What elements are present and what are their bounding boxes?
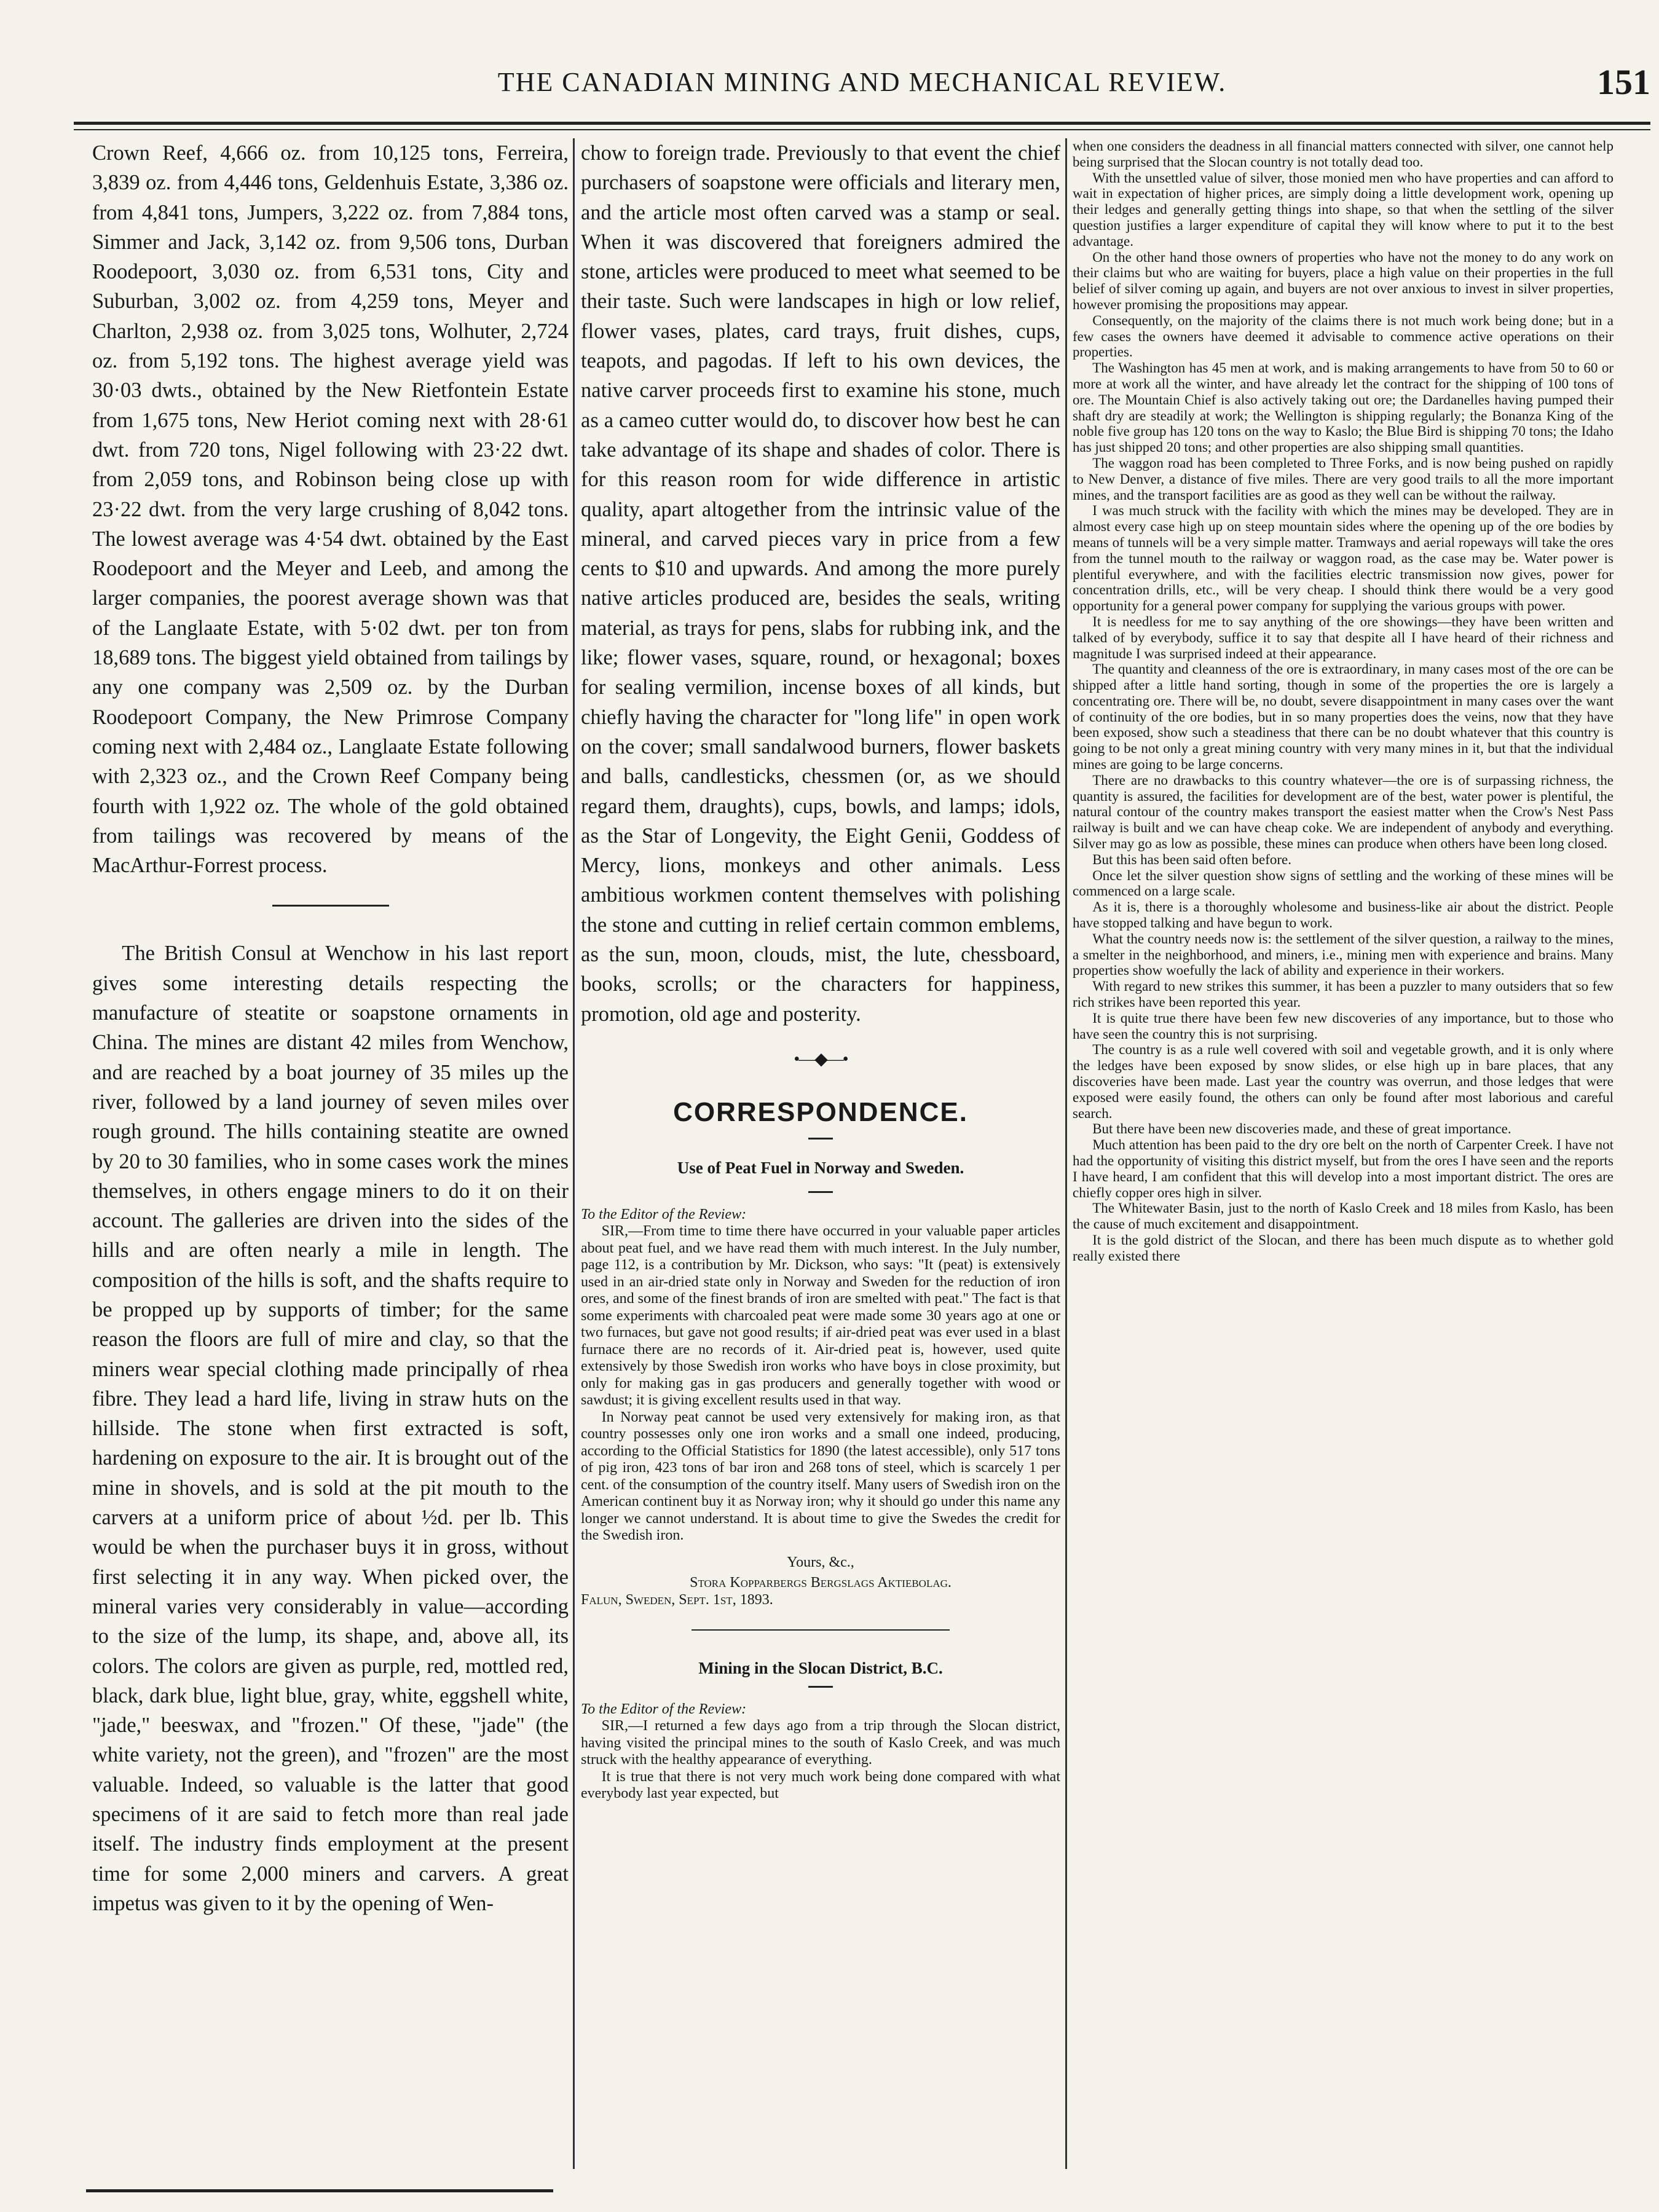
paragraph: The Whitewater Basin, just to the north of Kaslo Creek and 18 miles from Kaslo, has been the cause of much excitement and disappointment. — [1073, 1200, 1614, 1232]
bottom-rule — [86, 2189, 553, 2192]
heading-rule — [808, 1138, 833, 1139]
letter-paragraph: In Norway peat cannot be used very extensively for making iron, as that country possesses only one iron works and a small one indeed, producing, according to the Official Statistics for 1890 (the latest accessible), only 517 tons of pig iron, 423 tons of bar iron and 268 tons of steel, which is scarcely 1 per cent. of the consumption of the country itself. Many users of Swedish iron on the American continent buy it as Norway iron; why it should go under this name any longer we cannot understand. It is about time to give the Swedes the credit for the Swedish iron. — [581, 1409, 1060, 1544]
editor-salutation: To the Editor of the Review: — [581, 1206, 747, 1222]
paragraph: I was much struck with the facility with which the mines may be developed. They are in almost every case high up on steep mountain sides where the opening up of the ore bodies by means of tunnels will be a very simple matter. Tramways and aerial ropeways will take the ores from the tunnel mouth to the railway or waggon road, as the case may be. Water power is plentiful everywhere, and with the facilities electric transmission now gives, power for concentration drills, etc., will be very cheap. I should think there would be a very good opportunity for a general power company for supplying the various groups with power. — [1073, 503, 1614, 614]
paragraph-gold-yields: Crown Reef, 4,666 oz. from 10,125 tons, Ferreira, 3,839 oz. from 4,446 tons, Geldenhuis Estate, 3,386 oz. from 4,841 tons, Jumpers, 3,222 oz. from 7,884 tons, Simmer and Jack, 3,142 oz. from 9,506 tons, Durban Roodepoort, 3,030 oz. from 6,531 tons, City and Suburban, 3,002 oz. from 4,259 tons, Meyer and Charlton, 2,938 oz. from 3,025 tons, Wolhuter, 2,724 oz. from 5,192 tons. The highest average yield was 30·03 dwts., obtained by the New Rietfontein Estate from 1,675 tons, New Heriot coming next with 28·61 dwt. from 720 tons, Nigel following with 23·22 dwt. from 2,059 tons, and Robinson being close up with 23·22 dwt. from the very large crushing of 8,042 tons. The lowest average was 4·54 dwt. obtained by the East Roodepoort and the Meyer and Leeb, and among the larger companies, the poorest average shown was that of the Langlaate Estate, with 5·02 dwt. per ton from 18,689 tons. The biggest yield obtained from tailings by any one company was 2,509 oz. by the Durban Roodepoort Company, the New Primrose Company coming next with 2,484 oz., Langlaate Estate following with 2,323 oz., and the Crown Reef Company being fourth with 1,922 oz. The whole of the gold obtained from tailings was recovered by means of the MacArthur-Forrest process. — [92, 141, 569, 878]
letter-place-date: Falun, Sweden, Sept. 1st, 1893. — [581, 1591, 773, 1608]
column-middle — [581, 138, 1060, 2169]
paragraph-soapstone-continued: chow to foreign trade. Previously to that event the chief purchasers of soapstone were officials and literary men, and the article most often carved was a stamp or seal. When it was discovered that foreigners admired the stone, articles were produced to meet what seemed to be their taste. Such were landscapes in high or low relief, flower vases, plates, card trays, fruit dishes, cups, teapots, and pagodas. If left to his own devices, the native carver proceeds first to examine his stone, much as a cameo cutter would do, to discover how best he can take advantage of its shape and shades of color. There is for this reason room for wide difference in artistic quality, apart altogether from the intrinsic value of the mineral, and carved pieces vary in price from a few cents to $10 and upwards. And among the more purely native articles produced are, besides the seals, writing material, as trays for pens, slabs for rubbing ink, and the like; flower vases, square, round, or hexagonal; boxes for sealing vermilion, incense boxes of all kinds, but chiefly having the character for "long life" in open work on the cover; small sandalwood burners, flower baskets and balls, candlesticks, chessmen (or, as we should regard them, draughts), cups, bowls, and lamps; idols, as the Star of Longevity, the Eight Genii, Goddess of Mercy, lions, monkeys and other animals. Less ambitious workmen content themselves with polishing the stone and cutting in relief certain common emblems, as the sun, moon, clouds, mist, the lute, chessboard, books, scrolls; or the characters for happiness, promotion, old age and posterity. — [581, 141, 1060, 1026]
paragraph: It is needless for me to say anything of the ore showings—they have been written and talked of by everybody, suffice it to say that despite all I have heard of their richness and magnitude I was surprised indeed at their appearance. — [1073, 613, 1614, 661]
letter-title-rule — [808, 1191, 833, 1193]
page-header — [74, 61, 1650, 117]
letter-paragraph: SIR,—From time to time there have occurred in your valuable paper articles about peat fuel, and we have read them with much interest. In the July number, page 112, is a contribution by Mr. Dickson, who says: "It (peat) is extensively used in an air-dried state only in Norway and Sweden for the reduction of iron ores, and some of the finest brands of iron are smelted with peat." The fact is that some experiments with charcoaled peat were made some 30 years ago at one or two furnaces, but gave not good results; if air-dried peat was ever used in a blast furnace there are no records of it. Air-dried peat is, however, used quite extensively by those Swedish iron works who have boys in close proximity, but only for making gas in gas producers and generally together with wood or sawdust; it is giving excellent results used in that way. — [581, 1223, 1060, 1409]
letter-title-peat: Use of Peat Fuel in Norway and Sweden. — [677, 1158, 964, 1177]
header-rule-thick — [74, 122, 1650, 125]
column-left — [92, 138, 569, 2169]
letter-paragraph: SIR,—I returned a few days ago from a trip through the Slocan district, having visited the principal mines to the south of Kaslo Creek, and was much struck with the healthy appearance of everything. — [581, 1718, 1060, 1768]
paragraph: The quantity and cleanness of the ore is extraordinary, in many cases most of the ore can be shipped after a little hand sorting, though in some of the properties the ore is largely a concentrating ore. There will be, no doubt, severe disappointment in many cases over the want of continuity of the ore bodies, but in so many properties does the veins, now that they have been exposed, show such a steadiness that there can be no doubt whatever that this country is going to be not only a great mining country with very many mines in it, but that the individual mines are going to be large concerns. — [1073, 661, 1614, 773]
paragraph: With the unsettled value of silver, those monied men who have properties and can afford to wait in expectation of higher prices, are simply doing a little development work, opening up their ledges and generally getting things into shape, so that when the settling of the silver question justifies a larger expenditure of capital they will know where to put it to the best advantage. — [1073, 170, 1614, 249]
paragraph: The Washington has 45 men at work, and is making arrangements to have from 50 to 60 or more at work all the winter, and have already let the contract for the shipping of 100 tons of ore. The Mountain Chief is also actively taking out ore; the Dardanelles having pumped their shaft dry are steadily at work; the Wellington is shipping regularly; the Bonanza King of the noble five group has 120 tons on the way to Kaslo; the Blue Bird is shipping 70 tons; the Idaho has just shipped 20 tons; and other properties are also shipping small quantities. — [1073, 360, 1614, 455]
paragraph: It is the gold district of the Slocan, and there has been much dispute as to whether gold really existed there — [1073, 1232, 1614, 1264]
correspondence-heading: CORRESPONDENCE. — [673, 1097, 968, 1128]
column-right — [1073, 138, 1614, 2169]
paragraph: What the country needs now is: the settlement of the silver question, a railway to the mines, a smelter in the neighborhood, and miners, i.e., mining men with experience and brains. Many properties show woefully the lack of ability and experience in their workers. — [1073, 931, 1614, 978]
paragraph: As it is, there is a thoroughly wholesome and business-like air about the district. People have stopped talking and have begun to work. — [1073, 899, 1614, 931]
paragraph: On the other hand those owners of properties who have not the money to do any work on their claims but who are waiting for buyers, place a high value on their properties in the full belief of silver coming up again, and buyers are not over anxious to invest in silver properties, however promising the propositions may appear. — [1073, 249, 1614, 312]
running-title: THE CANADIAN MINING AND MECHANICAL REVIEW. — [497, 67, 1227, 97]
header-rule-thin — [74, 129, 1650, 130]
paragraph: But this has been said often before. — [1092, 851, 1292, 867]
editor-salutation: To the Editor of the Review: — [581, 1701, 747, 1717]
column-divider-1 — [573, 138, 575, 2169]
column-divider-2 — [1065, 138, 1067, 2169]
page-number: 151 — [1597, 62, 1650, 102]
letter-signoff: Yours, &c., — [787, 1554, 854, 1570]
section-divider — [272, 905, 389, 907]
paragraph: Once let the silver question show signs of settling and the working of these mines will be commenced on a large scale. — [1073, 867, 1614, 899]
paragraph: With regard to new strikes this summer, it has been a puzzler to many outsiders that so few rich strikes have been reported this year. — [1073, 978, 1614, 1010]
paragraph: There are no drawbacks to this country whatever—the ore is of surpassing richness, the quantity is assured, the facilities for development are of the best, water power is plentiful, the natural contour of the country makes transport the easiest matter when the Crow's Nest Pass railway is built and we can have cheap coke. We are independent of anybody and everything. Silver may go as low as possible, these mines can produce when others have been long closed. — [1073, 772, 1614, 852]
letter-signature: Stora Kopparbergs Bergslags Aktiebolag. — [690, 1575, 952, 1591]
paragraph: It is quite true there have been few new discoveries of any importance, but to those who have seen the country this is not surprising. — [1073, 1010, 1614, 1042]
letter-paragraph: It is true that there is not very much work being done compared with what everybody last year expected, but — [581, 1768, 1060, 1802]
letter-title-slocan: Mining in the Slocan District, B.C. — [698, 1659, 943, 1678]
paragraph: The waggon road has been completed to Three Forks, and is now being pushed on rapidly to New Denver, a distance of five miles. There are very good trails to all the more important mines, and the transport facilities are as good as they well can be without the railway. — [1073, 455, 1614, 503]
paragraph: Much attention has been paid to the dry ore belt on the north of Carpenter Creek. I have not had the opportunity of visiting this district myself, but from the ores I have seen and the reports I have heard, I am confident that this will develop into a most important district. The ores are chiefly copper ores high in silver. — [1073, 1137, 1614, 1200]
ornament-divider: •—◆—• — [794, 1049, 848, 1069]
paragraph: Consequently, on the majority of the claims there is not much work being done; but in a few cases the owners have deemed it advisable to commence active operations on their properties. — [1073, 312, 1614, 360]
paragraph: The country is as a rule well covered with soil and vegetable growth, and it is only where the ledges have been exposed by snow slides, or else high up in bare places, that any discoveries have been made. Last year the country was overrun, and those ledges that were exposed were easily found, the others can only be found after most laborious and careful search. — [1073, 1042, 1614, 1121]
letter-divider — [692, 1629, 950, 1631]
paragraph: But there have been new discoveries made, and these of great importance. — [1092, 1121, 1511, 1137]
paragraph: when one considers the deadness in all financial matters connected with silver, one cannot help being surprised that the Slocan country is not totally dead too. — [1073, 138, 1614, 170]
paragraph-soapstone: The British Consul at Wenchow in his last report gives some interesting details respecting the manufacture of steatite or soapstone ornaments in China. The mines are distant 42 miles from Wenchow, and are reached by a boat journey of 35 miles up the river, followed by a land journey of seven miles over rough ground. The hills containing steatite are owned by 20 to 30 families, who in some cases work the mines themselves, in others engage miners to do it on their account. The galleries are driven into the sides of the hills and are often nearly a mile in length. The composition of the hills is soft, and the shafts require to be propped up by supports of timber; for the same reason the floors are full of mire and clay, so that the miners wear special clothing made principally of rhea fibre. They lead a hard life, living in straw huts on the hillside. The stone when first extracted is soft, hardening on exposure to the air. It is brought out of the mine in shovels, and is sold at the pit mouth to the carvers at a uniform price of about ½d. per lb. This would be when the purchaser buys it in gross, without first selecting it in any way. When picked over, the mineral varies very considerably in value—according to the size of the lump, its shape, and, above all, its colors. The colors are given as purple, red, mottled red, black, dark blue, light blue, gray, white, eggshell white, "jade," beeswax, and "frozen." Of these, "jade" (the white variety, not the green), and "frozen" are the most valuable. Indeed, so valuable is the latter that good specimens of it are said to fetch more than real jade itself. The industry finds employment at the present time for some 2,000 miners and carvers. A great impetus was given to it by the opening of Wen- — [92, 942, 569, 1915]
letter2-title-rule — [808, 1686, 833, 1688]
